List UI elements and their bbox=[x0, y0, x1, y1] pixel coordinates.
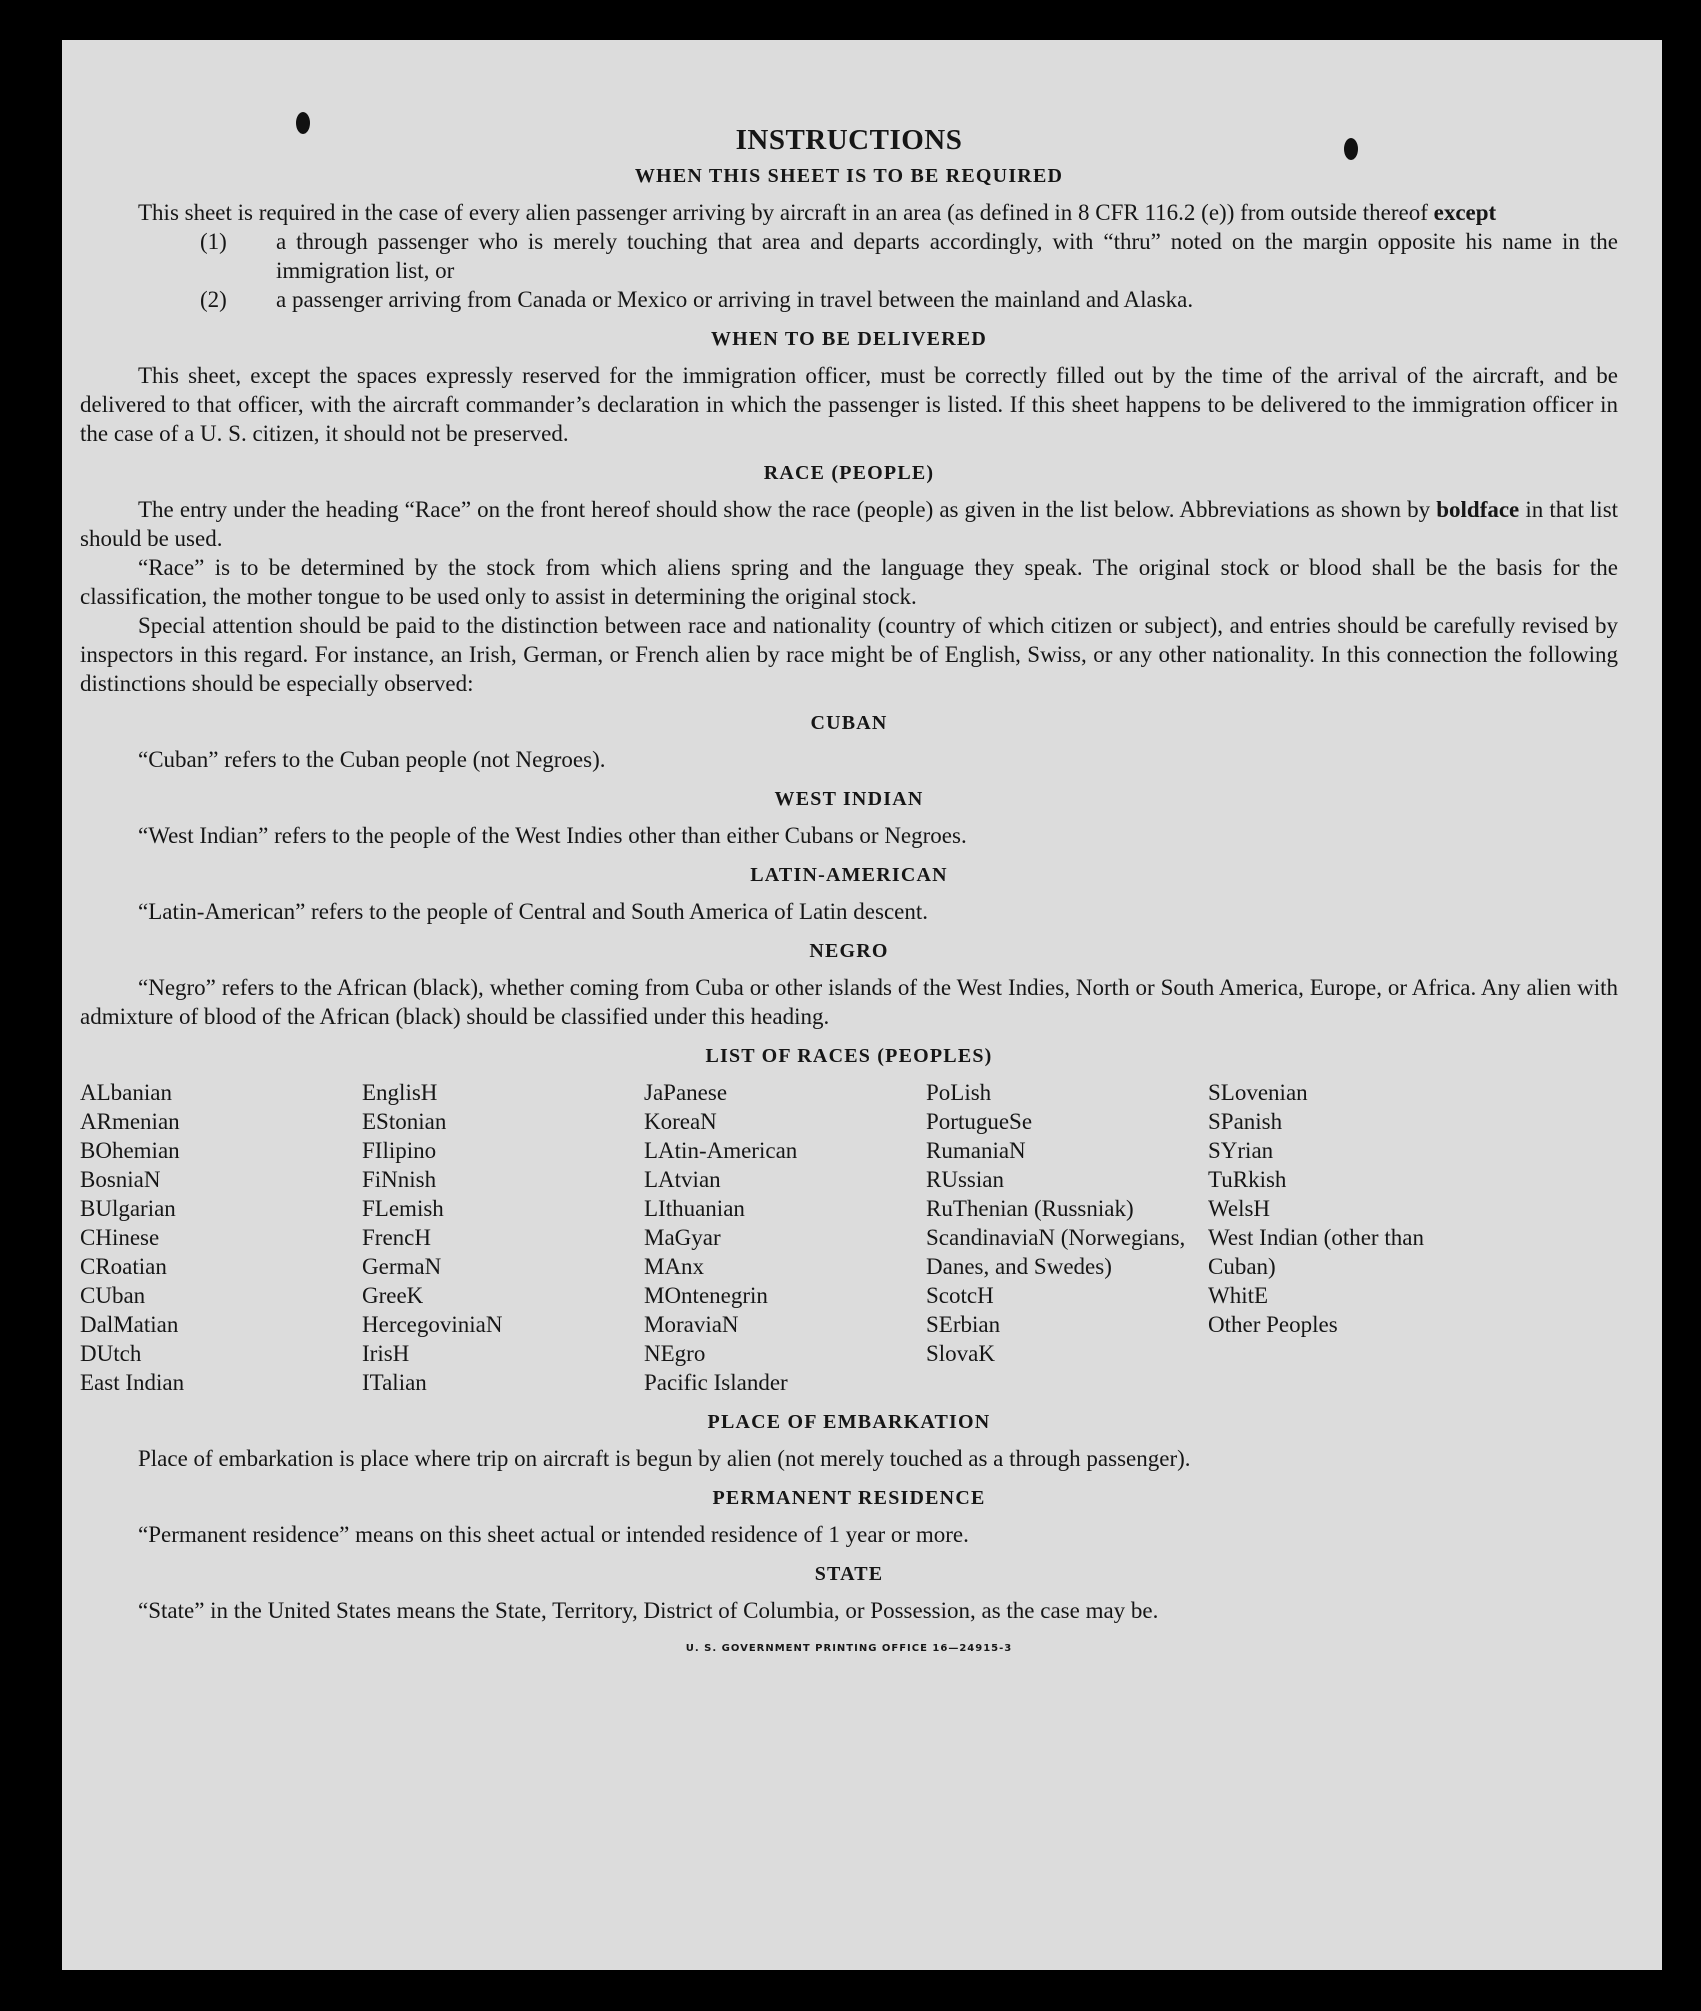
race-entry: MoraviaN bbox=[644, 1312, 739, 1337]
boldface-word: boldface bbox=[1436, 497, 1520, 522]
race-entry: FLemish bbox=[362, 1196, 444, 1221]
west-indian-text: “West Indian” refers to the people of the West Indies other than either Cubans or Negroes. bbox=[138, 823, 967, 848]
race-entry: NEgro bbox=[644, 1341, 706, 1366]
race-column bbox=[926, 1078, 1208, 1397]
state-text: “State” in the United States means the State, Territory, District of Columbia, or Possession, as the case may be. bbox=[138, 1598, 1159, 1623]
race-paragraph-2: “Race” is to be determined by the stock from which aliens spring and the language they speak. The original stock or blood shall be the basis for the classification, the mother tongue to be used only to assist in determining the original stock. bbox=[80, 555, 1618, 609]
race-column bbox=[362, 1078, 644, 1397]
race-entry: BosniaN bbox=[80, 1167, 161, 1192]
document-page bbox=[62, 40, 1662, 1970]
document-title: INSTRUCTIONS bbox=[735, 124, 963, 156]
race-entry: PoLish bbox=[926, 1080, 992, 1105]
section-heading-latin-american: LATIN-AMERICAN bbox=[750, 864, 948, 886]
embarkation-text: Place of embarkation is place where trip on aircraft is begun by alien (not merely touched as a through passenger). bbox=[138, 1446, 1191, 1471]
race-entry: CRoatian bbox=[80, 1254, 167, 1279]
race-entry: Other Peoples bbox=[1208, 1312, 1338, 1337]
race-entry: SYrian bbox=[1208, 1138, 1274, 1163]
race-entry: GermaN bbox=[362, 1254, 442, 1279]
race-entry: ScotcH bbox=[926, 1283, 994, 1308]
race-entry: FiNnish bbox=[362, 1167, 437, 1192]
race-entry: EnglisH bbox=[362, 1080, 438, 1105]
exception-text: a passenger arriving from Canada or Mexico or arriving in travel between the mainland and Alaska. bbox=[276, 287, 1194, 312]
exception-number: (2) bbox=[200, 287, 227, 312]
race-entry: CUban bbox=[80, 1283, 146, 1308]
race-paragraph-1: The entry under the heading “Race” on the front hereof should show the race (people) as given in the list below. Abbreviations as shown by boldface in that list should be used. bbox=[80, 497, 1619, 551]
race-column bbox=[80, 1078, 362, 1397]
race-entry: SPanish bbox=[1208, 1109, 1283, 1134]
race-entry: BOhemian bbox=[80, 1138, 180, 1163]
race-entry: EStonian bbox=[362, 1109, 447, 1134]
section-heading-embarkation: PLACE OF EMBARKATION bbox=[707, 1411, 991, 1433]
race-entry: FrencH bbox=[362, 1225, 431, 1250]
race-column bbox=[1208, 1078, 1498, 1397]
race-entry: SErbian bbox=[926, 1312, 1001, 1337]
exception-item bbox=[200, 285, 1618, 314]
race-entry: CHinese bbox=[80, 1225, 160, 1250]
race-entry: FIlipino bbox=[362, 1138, 437, 1163]
delivered-text: This sheet, except the spaces expressly reserved for the immigration officer, must be correctly filled out by the time of the arrival of the aircraft, and be delivered to that officer, with the aircraft commander’s declaration in which the passenger is listed. If this sheet happens to be delivered to the immigration officer in the case of a U. S. citizen, it should not be preserved. bbox=[80, 363, 1618, 446]
race-entry: JaPanese bbox=[644, 1080, 728, 1105]
race-entry: RUssian bbox=[926, 1167, 1004, 1192]
race-column bbox=[644, 1078, 926, 1397]
race-entry: Pacific Islander bbox=[644, 1370, 788, 1395]
residence-text: “Permanent residence” means on this sheet actual or intended residence of 1 year or more. bbox=[138, 1522, 969, 1547]
race-entry: PortugueSe bbox=[926, 1109, 1033, 1134]
race-entry: LAtin-American bbox=[644, 1138, 798, 1163]
race-entry: SLovenian bbox=[1208, 1080, 1308, 1105]
section-heading-residence: PERMANENT RESIDENCE bbox=[712, 1487, 986, 1509]
punch-hole-mark bbox=[1344, 138, 1358, 160]
section-heading-cuban: CUBAN bbox=[810, 712, 888, 734]
negro-text: “Negro” refers to the African (black), whether coming from Cuba or other islands of the West Indies, North or South America, Europe, or Africa. Any alien with admixture of blood of the African (black) should be classified under this heading. bbox=[80, 975, 1618, 1029]
section-heading-required: WHEN THIS SHEET IS TO BE REQUIRED bbox=[634, 165, 1064, 187]
race-entry: SlovaK bbox=[926, 1341, 995, 1366]
race-entry: RumaniaN bbox=[926, 1138, 1026, 1163]
race-entry: ITalian bbox=[362, 1370, 427, 1395]
section-heading-west-indian: WEST INDIAN bbox=[774, 788, 924, 810]
cuban-text: “Cuban” refers to the Cuban people (not Negroes). bbox=[138, 747, 606, 772]
race-entry: ARmenian bbox=[80, 1109, 180, 1134]
section-heading-list: LIST OF RACES (PEOPLES) bbox=[705, 1045, 993, 1067]
race-entry: DalMatian bbox=[80, 1312, 179, 1337]
exception-number: (1) bbox=[200, 229, 227, 254]
race-entry: LAtvian bbox=[644, 1167, 721, 1192]
race-entry: RuThenian (Russniak) bbox=[926, 1196, 1134, 1221]
required-intro: This sheet is required in the case of every alien passenger arriving by aircraft in an area (as defined in 8 CFR 116.2 (e)) from outside thereof except bbox=[138, 200, 1497, 225]
race-entry: BUlgarian bbox=[80, 1196, 176, 1221]
race-entry: HercegoviniaN bbox=[362, 1312, 503, 1337]
race-entry: MOntenegrin bbox=[644, 1283, 768, 1308]
exception-text: a through passenger who is merely touching that area and departs accordingly, with “thru” noted on the margin opposite his name in the immigration list, or bbox=[276, 229, 1618, 283]
race-entry: ScandinaviaN (Norwegians, Danes, and Swedes) bbox=[926, 1225, 1186, 1279]
race-entry: WhitE bbox=[1208, 1283, 1269, 1308]
race-entry: IrisH bbox=[362, 1341, 410, 1366]
exception-list bbox=[200, 227, 1618, 314]
section-heading-state: STATE bbox=[814, 1563, 884, 1585]
race-entry: LIthuanian bbox=[644, 1196, 745, 1221]
race-entry: TuRkish bbox=[1208, 1167, 1287, 1192]
race-entry: GreeK bbox=[362, 1283, 424, 1308]
race-entry: MAnx bbox=[644, 1254, 705, 1279]
race-entry: East Indian bbox=[80, 1370, 185, 1395]
section-heading-negro: NEGRO bbox=[809, 940, 889, 962]
race-entry: ALbanian bbox=[80, 1080, 172, 1105]
section-heading-race: RACE (PEOPLE) bbox=[763, 462, 935, 484]
race-entry: DUtch bbox=[80, 1341, 142, 1366]
printing-office-imprint: U. S. GOVERNMENT PRINTING OFFICE 16—24915-3 bbox=[685, 1643, 1013, 1654]
section-heading-delivered: WHEN TO BE DELIVERED bbox=[710, 328, 988, 350]
race-entry: WelsH bbox=[1208, 1196, 1271, 1221]
race-entry: KoreaN bbox=[644, 1109, 717, 1134]
except-word: except bbox=[1433, 200, 1497, 225]
race-list bbox=[80, 1078, 1618, 1397]
exception-item bbox=[200, 227, 1618, 285]
latin-american-text: “Latin-American” refers to the people of Central and South America of Latin descent. bbox=[138, 899, 928, 924]
punch-hole-mark bbox=[296, 112, 310, 134]
race-entry: West Indian (other than Cuban) bbox=[1208, 1225, 1424, 1279]
race-paragraph-3: Special attention should be paid to the distinction between race and nationality (country of which citizen or subject), and entries should be carefully revised by inspectors in this regard. For instance, an Irish, German, or French alien by race might be of English, Swiss, or any other nationality. In this connection the following distinctions should be especially observed: bbox=[80, 613, 1618, 696]
race-entry: MaGyar bbox=[644, 1225, 721, 1250]
